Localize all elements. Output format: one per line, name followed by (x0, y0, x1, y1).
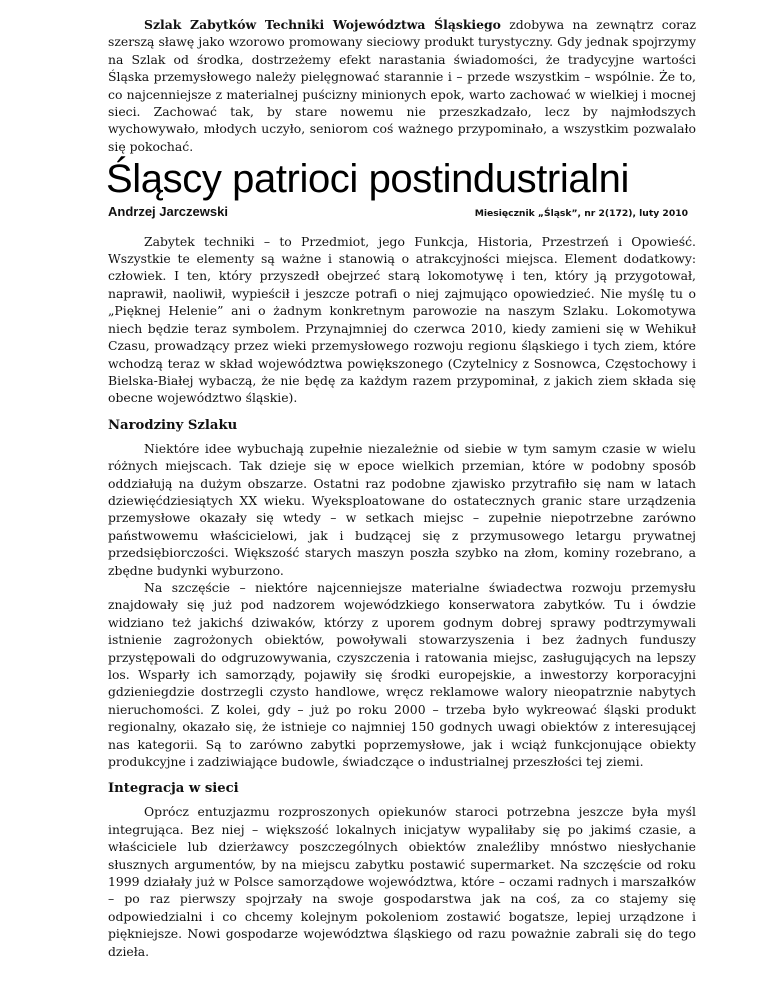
author-name: Andrzej Jarczewski (108, 204, 228, 220)
intro-bold-lead: Szlak Zabytków Techniki Województwa Śląskiego (144, 17, 501, 32)
body-paragraph-1: Zabytek techniki – to Przedmiot, jego Funkcja, Historia, Przestrzeń i Opowieść. Wszystkie te elementy są ważne i stanowią o atrakcyjności miejsca. Element dodatkowy: człowiek. I ten, który przyszedł obejrzeć starą lokomotywę i ten, który ją przygotował, naprawił, naoliwił, wypieścił i jeszcze potrafi o niej zajmująco opowiedzieć. Nie myślę tu o „Pięknej Helenie” ani o żadnym konkretnym parowozie na naszym Szlaku. Lokomotywa niech będzie teraz symbolem. Przynajmniej do czerwca 2010, kiedy zamieni się w Wehikuł Czasu, prowadzący przez wieki przemysłowego rozwoju regionu śląskiego i tych ziem, które wchodzą teraz w skład województwa powiększonego (Czytelnicy z Sosnowca, Częstochowy i Bielska-Białej wybaczą, że nie będę za każdym razem przypominał, z jakich ziem składa się obecne województwo śląskie). (108, 233, 696, 406)
article-title: Śląscy patrioci postindustrialni (106, 157, 630, 202)
section-heading-integracja: Integracja w sieci (108, 781, 239, 797)
body-paragraph-2: Niektóre idee wybuchają zupełnie niezależnie od siebie w tym samym czasie w wielu różnych miejscach. Tak dzieje się w epoce wielkich przemian, które w podobny sposób oddziałują na dużym obszarze. Ostatni raz podobne zjawisko przytrafiło się nam w latach dziewięćdziesiątych XX wieku. Wyeksploatowane do ostatecznych granic stare urządzenia przemysłowe okazały się wtedy – w setkach miejsc – zupełnie niepotrzebne zarówno państwowemu właścicielowi, jak i budzącej się z przymusowego letargu prywatnej przedsiębiorczości. Większość starych maszyn poszła szybko na złom, kominy rozebrano, a zbędne budynki wyburzono. (108, 440, 696, 578)
intro-text: zdobywa na zewnątrz coraz szerszą sławę jako wzorowo promowany sieciowy produkt turystyczny. Gdy jednak spojrzymy na Szlak od środka, dostrzeżemy efekt narastania świadomości, że tradycyjne wartości Śląska przemysłowego należy pielęgnować starannie i – przede wszystkim – wspólnie. Że to, co najcenniejsze z materialnej puścizny minionych epok, warto zachować w wielkiej i mocnej sieci. Zachować tak, by stare nowemu nie przeszkadzało, lecz by najmłodszych wychowywało, młodych uczyło, seniorom coś ważnego przypominało, a wszystkim pozwalało się pokochać. (108, 17, 697, 154)
section-heading-narodziny: Narodziny Szlaku (108, 417, 238, 433)
article (108, 16, 696, 960)
body-paragraph-3: Na szczęście – niektóre najcenniejsze materialne świadectwa rozwoju przemysłu znajdowały się już pod nadzorem wojewódzkiego konserwatora zabytków. Tu i ówdzie widziano też jakichś dziwaków, którzy z uporem godnym dobrej sprawy podtrzymywali istnienie zagrożonych obiektów, powoływali stowarzyszenia i bez żadnych funduszy przystępowali do odgruzowywania, czyszczenia i ratowania miejsc, zasługujących na lepszy los. Wsparły ich samorządy, pojawiły się środki europejskie, a inwestorzy korporacyjni gdzieniegdzie dostrzegli czysto handlowe, wręcz reklamowe walory nieopatrznie nabytych nieruchomości. Z kolei, gdy – już po roku 2000 – trzeba było wykreować śląski produkt regionalny, okazało się, że istnieje co najmniej 150 godnych uwagi obiektów z interesującej nas kategorii. Są to zarówno zabytki poprzemysłowe, jak i wciąż funkcjonujące obiekty produkcyjne i zadziwiające budowle, świadczące o industrialnej przeszłości tej ziemi. (108, 579, 696, 770)
intro-paragraph (108, 16, 696, 155)
publication-source: Miesięcznik „Śląsk”, nr 2(172), luty 2010 (474, 208, 688, 220)
body-paragraph-4: Oprócz entuzjazmu rozproszonych opiekunów staroci potrzebna jeszcze była myśl integrująca. Bez niej – większość lokalnych inicjatyw wypaliłaby się po jakimś czasie, a właściciele lub dzierżawcy poszczególnych obiektów znaleźliby mnóstwo niesłychanie słusznych argumentów, by na miejscu zabytku postawić supermarket. Na szczęście od roku 1999 działały już w Polsce samorządowe województwa, które – oczami radnych i marszałków – po raz pierwszy spojrzały na swoje gospodarstwa jak na coś, za co stajemy się odpowiedzialni i co chcemy kolejnym pokoleniom zostawić bogatsze, lepiej urządzone i piękniejsze. Nowi gospodarze województwa śląskiego od razu poważnie zabrali się do tego dzieła. (108, 804, 696, 959)
byline (108, 203, 696, 222)
